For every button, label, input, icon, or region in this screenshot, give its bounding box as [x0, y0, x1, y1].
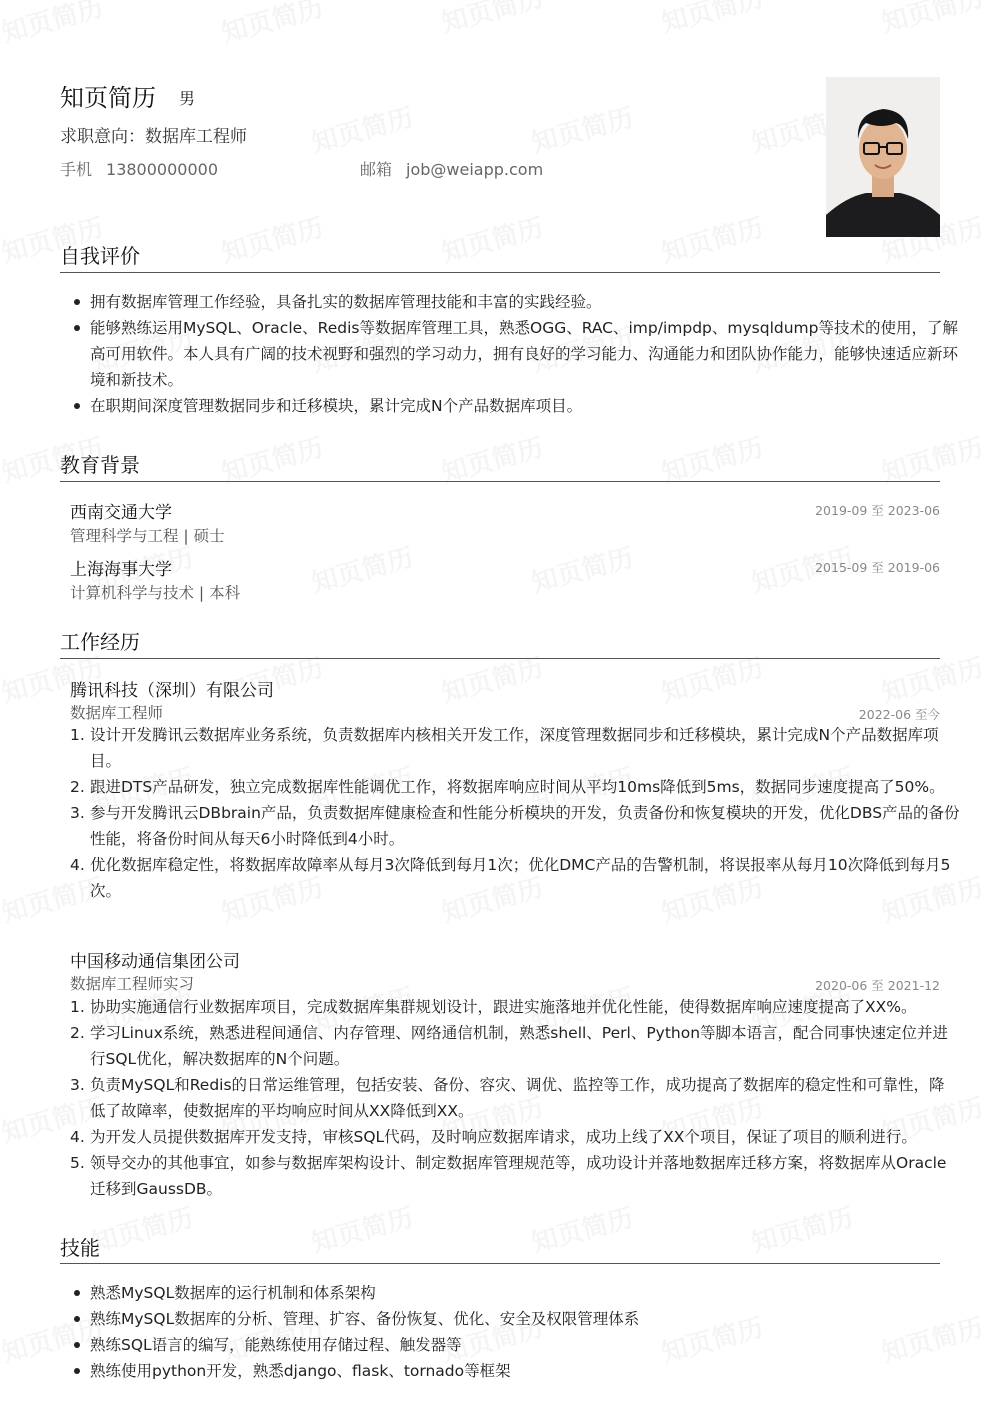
skill-item: 熟练MySQL数据库的分析、管理、扩容、备份恢复、优化、安全及权限管理体系 [90, 1306, 960, 1332]
phone-value: 13800000000 [106, 160, 218, 179]
work-duty-item: 1. 设计开发腾讯云数据库业务系统，负责数据库内核相关开发工作，深度管理数据同步和迁移模块，累计完成N个产品数据库项目。 [70, 726, 939, 770]
self-evaluation-item: 拥有数据库管理工作经验，具备扎实的数据库管理技能和丰富的实践经验。 [90, 289, 960, 315]
phone-label: 手机 [60, 160, 93, 179]
education-major: 计算机科学与技术 | 本科 [70, 584, 241, 602]
job-intent: 求职意向：数据库工程师 [60, 127, 247, 147]
education-title: 教育背景 [60, 453, 140, 477]
work-duty-item: 3. 负责MySQL和Redis的日常运维管理，包括安装、备份、容灾、调优、监控等工作，成功提高了数据库的稳定性和可靠性，降低了故障率，使数据库的平均响应时间从XX降低到XX。 [70, 1076, 945, 1120]
work-duties-list [70, 722, 960, 904]
candidate-gender: 男 [179, 89, 196, 108]
work-duty-item: 2. 学习Linux系统，熟悉进程间通信、内存管理、网络通信机制，熟悉shell、Perl、Python等脚本语言，配合同事快速定位并进行SQL优化，解决数据库的N个问题。 [70, 1024, 949, 1068]
skills-title: 技能 [60, 1236, 100, 1260]
profile-photo-image [826, 77, 940, 237]
education-major: 管理科学与工程 | 硕士 [70, 527, 225, 545]
work-role: 数据库工程师实习 [70, 975, 195, 993]
work-date: 2022-06 至今 [858, 707, 940, 722]
work-duty-item: 1. 协助实施通信行业数据库项目，完成数据库集群规划设计，跟进实施落地并优化性能，使得数据库响应速度提高了XX%。 [70, 998, 917, 1016]
education-school: 西南交通大学 [70, 503, 172, 523]
skill-item: 熟练SQL语言的编写，能熟练使用存储过程、触发器等 [90, 1332, 960, 1358]
work-experience-title: 工作经历 [60, 630, 140, 654]
work-duties-list [70, 994, 960, 1202]
work-duty-item: 4. 优化数据库稳定性，将数据库故障率从每月3次降低到每月1次；优化DMC产品的告警机制，将误报率从每月10次降低到每月5次。 [70, 856, 951, 900]
work-duty-item: 4. 为开发人员提供数据库开发支持，审核SQL代码，及时响应数据库请求，成功上线了XX个项目，保证了项目的顺利进行。 [70, 1128, 917, 1146]
work-duty-item: 3. 参与开发腾讯云DBbrain产品，负责数据库健康检查和性能分析模块的开发，负责备份和恢复模块的开发，优化DBS产品的备份性能，将备份时间从每天6小时降低到4小时。 [70, 804, 960, 848]
skill-item: 熟悉MySQL数据库的运行机制和体系架构 [90, 1280, 960, 1306]
section-divider [60, 1263, 940, 1264]
work-duty-item: 2. 跟进DTS产品研发，独立完成数据库性能调优工作，将数据库响应时间从平均10ms降低到5ms，数据同步速度提高了50%。 [70, 778, 945, 796]
email-value: job@weiapp.com [406, 160, 544, 179]
work-company: 腾讯科技（深圳）有限公司 [70, 681, 274, 701]
section-divider [60, 658, 940, 659]
work-company: 中国移动通信集团公司 [70, 952, 240, 972]
education-date: 2015-09 至 2019-06 [815, 560, 940, 575]
email-label: 邮箱 [360, 160, 393, 179]
education-date: 2019-09 至 2023-06 [815, 503, 940, 518]
education-school: 上海海事大学 [70, 560, 172, 580]
candidate-name: 知页简历 [60, 84, 156, 112]
phone-contact [60, 157, 218, 180]
section-divider [60, 481, 940, 482]
self-evaluation-list [60, 289, 960, 419]
self-evaluation-title: 自我评价 [60, 244, 140, 268]
self-evaluation-item: 能够熟练运用MySQL、Oracle、Redis等数据库管理工具，熟悉OGG、RAC、imp/impdp、mysqldump等技术的使用，了解高可用软件。本人具有广阔的技术视野和强烈的学习动力，拥有良好的学习能力、沟通能力和团队协作能力，能够快速适应新环境和新技术。 [90, 315, 960, 393]
work-role: 数据库工程师 [70, 704, 164, 722]
profile-photo [826, 77, 940, 237]
self-evaluation-item: 在职期间深度管理数据同步和迁移模块，累计完成N个产品数据库项目。 [90, 393, 960, 419]
work-duty-item: 5. 领导交办的其他事宜，如参与数据库架构设计、制定数据库管理规范等，成功设计并落地数据库迁移方案，将数据库从Oracle迁移到GaussDB。 [70, 1154, 947, 1198]
work-date: 2020-06 至 2021-12 [815, 978, 940, 993]
section-divider [60, 272, 940, 273]
skills-list [60, 1280, 960, 1384]
email-contact [360, 157, 543, 180]
skill-item: 熟练使用python开发，熟悉django、flask、tornado等框架 [90, 1358, 960, 1384]
